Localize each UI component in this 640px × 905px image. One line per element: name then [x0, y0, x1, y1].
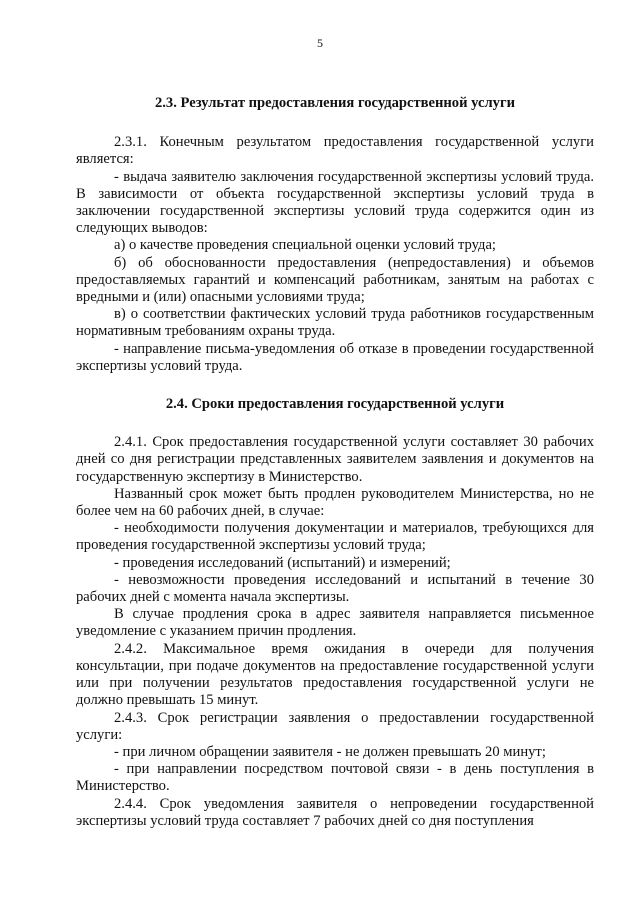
page-number: 5: [317, 36, 323, 50]
paragraph-2-3-1: 2.3.1. Конечным результатом предоставления государственной услуги является:: [76, 134, 594, 168]
paragraph-conclusion-c: в) о соответствии фактических условий труда работников государственным нормативным требованиям охраны труда.: [76, 306, 594, 340]
paragraph-conclusion-a: а) о качестве проведения специальной оценки условий труда;: [114, 237, 496, 254]
paragraph-extension-reason-2: - проведения исследований (испытаний) и измерений;: [114, 554, 451, 571]
paragraph-extension-reason-3: - невозможности проведения исследований и испытаний в течение 30 рабочих дней с момента начала экспертизы.: [76, 571, 594, 606]
paragraph-conclusion-b: б) об обоснованности предоставления (непредоставления) и объемов предоставляемых гарантий и компенсаций работникам, занятым на работах с вредными и (или) опасными условиями труда;: [76, 254, 594, 306]
paragraph-registration-mail: - при направлении посредством почтовой связи - в день поступления в Министерство.: [76, 761, 594, 795]
paragraph-2-4-2: 2.4.2. Максимальное время ожидания в очереди для получения консультации, при подаче документов на предоставление государственной услуги или при получении результатов предоставления государственной услуги не должно превышать 15 минут.: [76, 640, 594, 709]
section-heading-2-4: 2.4. Сроки предоставления государственной услуги: [165, 396, 505, 413]
paragraph-extension-reason-1: - необходимости получения документации и материалов, требующихся для проведения государственной экспертизы условий труда;: [76, 520, 594, 554]
paragraph-extension: Названный срок может быть продлен руководителем Министерства, но не более чем на 60 рабочих дней, в случае:: [76, 485, 594, 520]
section-heading-2-3: 2.3. Результат предоставления государственной услуги: [154, 95, 516, 111]
paragraph-extension-notice: В случае продления срока в адрес заявителя направляется письменное уведомление с указанием причин продления.: [76, 606, 594, 640]
paragraph-2-4-4: 2.4.4. Срок уведомления заявителя о непроведении государственной экспертизы условий труда составляет 7 рабочих дней со дня поступления: [76, 795, 594, 829]
paragraph-2-4-3: 2.4.3. Срок регистрации заявления о предоставлении государственной услуги:: [76, 709, 594, 743]
paragraph-registration-personal: - при личном обращении заявителя - не должен превышать 20 минут;: [114, 743, 546, 760]
paragraph-2-4-1: 2.4.1. Срок предоставления государственной услуги составляет 30 рабочих дней со дня регистрации представленных заявителем заявления и документов на государственную экспертизу в Министерство.: [76, 434, 594, 485]
paragraph-refusal-letter: - направление письма-уведомления об отказе в проведении государственной экспертизы условий труда.: [76, 340, 594, 374]
paragraph-result-conclusion: - выдача заявителю заключения государственной экспертизы условий труда. В зависимости от объекта государственной экспертизы условий труда в заключении государственной экспертизы условий труда содержится один из следующих выводов:: [76, 168, 594, 237]
document-body: [76, 95, 594, 830]
